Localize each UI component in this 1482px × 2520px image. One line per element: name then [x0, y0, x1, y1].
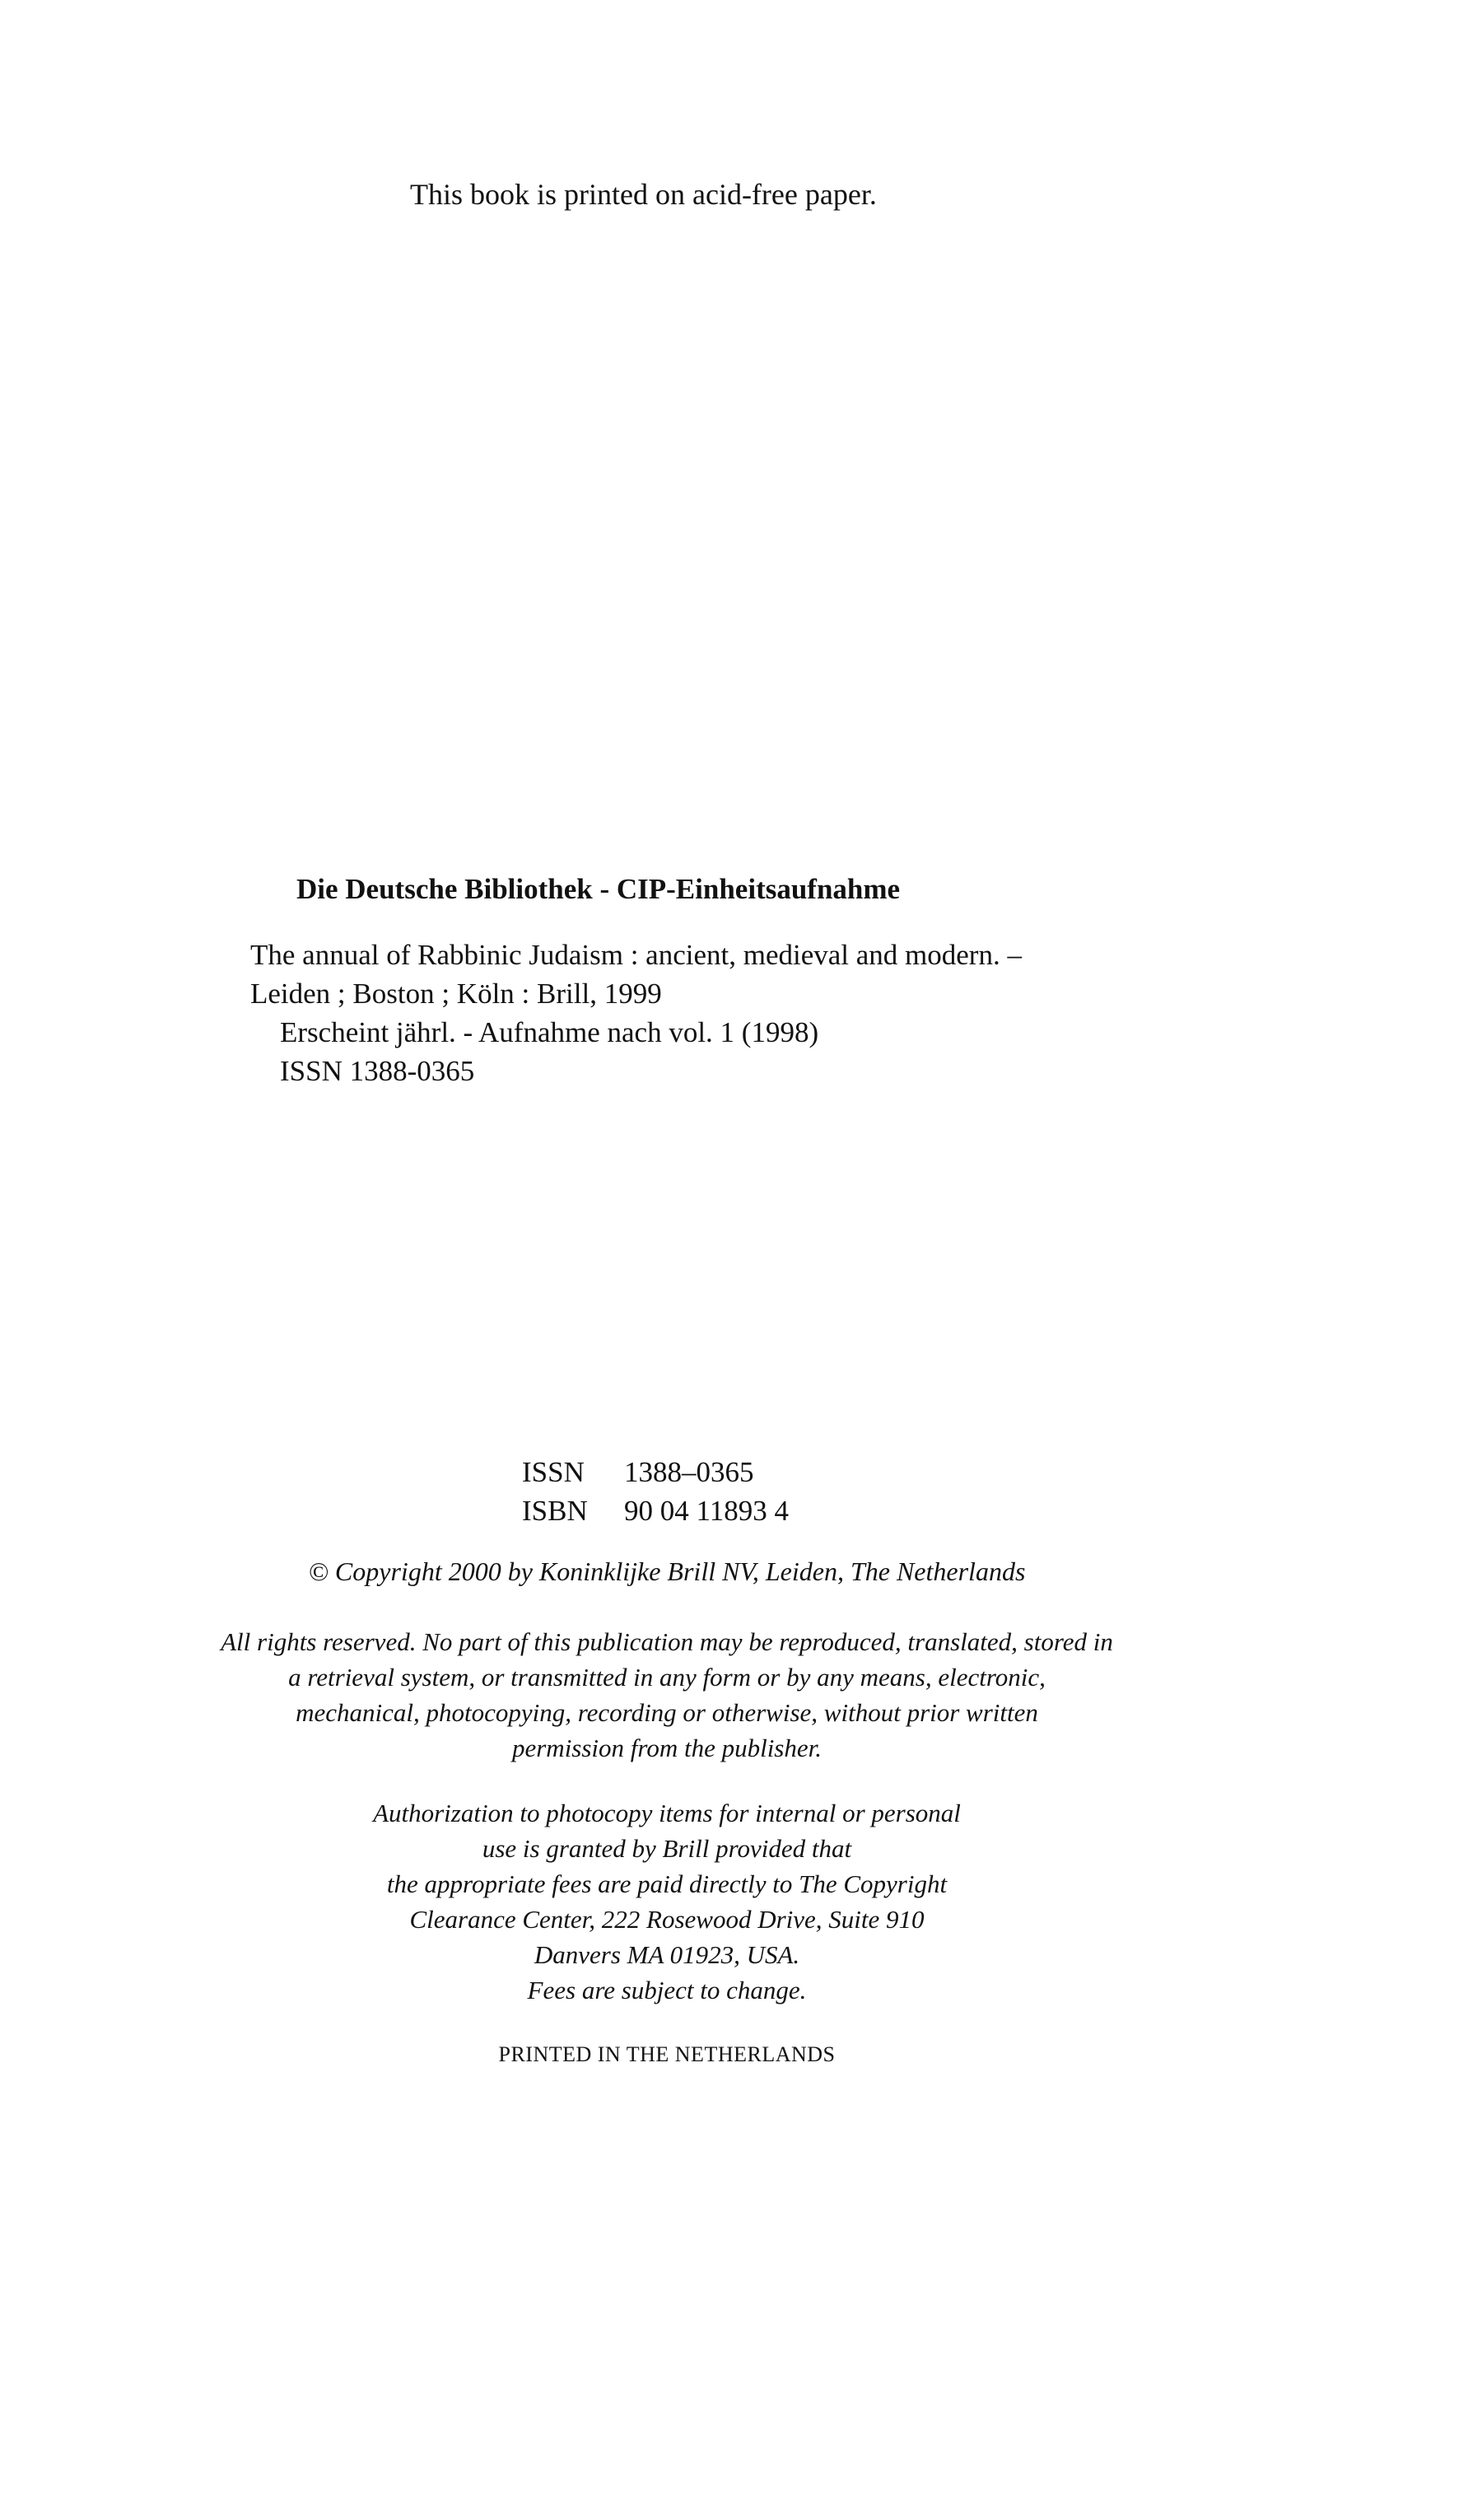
- isbn-value: 90 04 11893 4: [624, 1495, 789, 1527]
- authorization-line-1: Authorization to photocopy items for internal or personal: [373, 1799, 961, 1827]
- rights-line-2: a retrieval system, or transmitted in any form or by any means, electronic,: [288, 1663, 1046, 1692]
- issn-row: [522, 1453, 789, 1491]
- cip-line-issn: ISSN 1388-0365: [280, 1055, 475, 1087]
- authorization-line-5: Danvers MA 01923, USA.: [534, 1940, 800, 1969]
- isbn-row: [522, 1491, 789, 1530]
- copyright-notice: [0, 1556, 1334, 1587]
- acid-free-note: This book is printed on acid-free paper.: [410, 178, 877, 211]
- rights-line-1: All rights reserved. No part of this publication may be reproduced, translated, stored in: [221, 1627, 1113, 1656]
- printed-in-notice: PRINTED IN THE NETHERLANDS: [498, 2042, 836, 2066]
- photocopy-authorization: [0, 1795, 1334, 2008]
- copyright-line: © Copyright 2000 by Koninklijke Brill NV, Leiden, The Netherlands: [308, 1556, 1026, 1586]
- cip-record: [250, 936, 1022, 1090]
- rights-line-3: mechanical, photocopying, recording or otherwise, without prior written: [296, 1698, 1038, 1727]
- issn-label: ISSN: [522, 1456, 585, 1488]
- cip-line-frequency: Erscheint jährl. - Aufnahme nach vol. 1 (1998): [280, 1016, 819, 1048]
- authorization-line-6: Fees are subject to change.: [527, 1976, 807, 2004]
- cip-line-imprint: Leiden ; Boston ; Köln : Brill, 1999: [250, 978, 662, 1010]
- authorization-line-2: use is granted by Brill provided that: [482, 1834, 852, 1863]
- rights-line-4: permission from the publisher.: [511, 1734, 823, 1762]
- isbn-label: ISBN: [522, 1495, 588, 1527]
- authorization-line-4: Clearance Center, 222 Rosewood Drive, Suite 910: [409, 1905, 925, 1934]
- rights-reserved-notice: [0, 1624, 1334, 1766]
- authorization-line-3: the appropriate fees are paid directly to The Copyright: [386, 1869, 948, 1898]
- cip-line-title: The annual of Rabbinic Judaism : ancient, medieval and modern. –: [250, 939, 1022, 971]
- identifier-block: [522, 1453, 789, 1530]
- cip-heading: Die Deutsche Bibliothek - CIP-Einheitsaufnahme: [296, 873, 901, 905]
- issn-value: 1388–0365: [624, 1456, 754, 1488]
